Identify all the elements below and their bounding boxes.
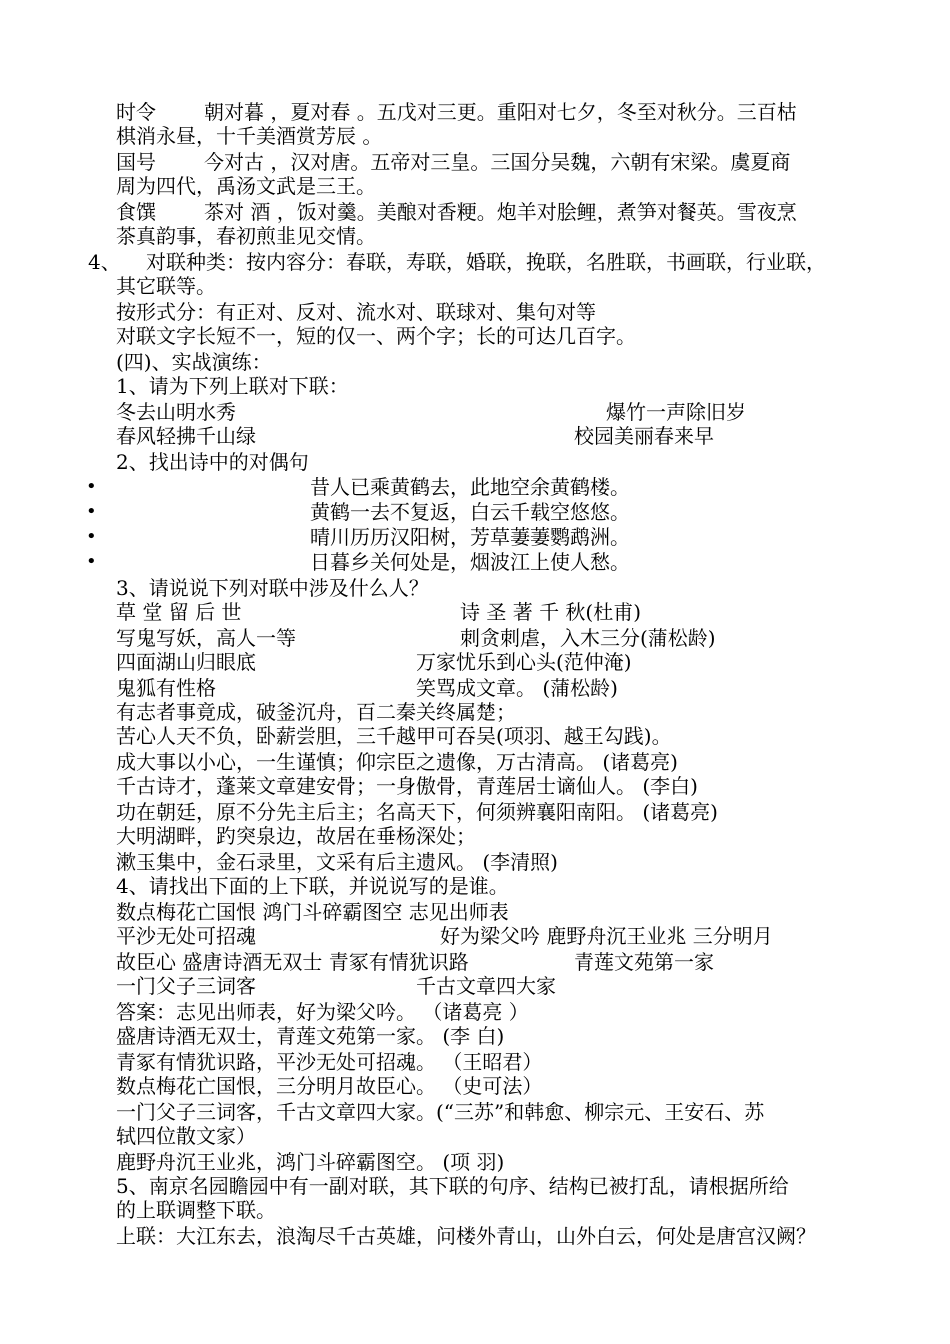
q4-row-1: 数点梅花亡国恨 鸿门斗碎霸图空 志见出师表 xyxy=(116,900,509,924)
q3-pair-4-right: 笑骂成文章。 (蒲松龄) xyxy=(416,676,618,700)
q4-row-4-right: 千古文章四大家 xyxy=(416,974,556,998)
q3-line-5: 功在朝廷，原不分先主后主；名高天下，何须辨襄阳南阳。 (诸葛亮) xyxy=(116,800,718,824)
q1-pair-2-right: 校园美丽春来早 xyxy=(574,424,714,448)
q4-answer-4: 数点梅花亡国恨，三分明月故臣心。 （史可法） xyxy=(116,1074,543,1098)
q4-answer-1: 答案：志见出师表，好为梁父吟。 （诸葛亮 ） xyxy=(116,1000,529,1024)
poem-line-1: 昔人已乘黄鹤去，此地空余黄鹤楼。 xyxy=(310,475,630,499)
q3-line-2: 苦心人天不负，卧薪尝胆，三千越甲可吞吴(项羽、越王勾践)。 xyxy=(116,724,672,748)
food-line-2: 茶真韵事，春初煎韭见交情。 xyxy=(116,224,376,248)
poem-line-4: 日暮乡关何处是，烟波江上使人愁。 xyxy=(310,550,630,574)
time-line-1: 朝对暮 ，夏对春 。五戊对三更。重阳对七夕，冬至对秋分。三百枯 xyxy=(204,100,797,124)
q3-pair-3-left: 四面湖山归眼底 xyxy=(116,650,256,674)
q1-pair-2-left: 春风轻拂千山绿 xyxy=(116,424,256,448)
practice-heading: (四)、实战演练： xyxy=(116,350,272,374)
q3-pair-1-right: 诗 圣 著 千 秋(杜甫) xyxy=(460,600,642,624)
q4-row-3-right: 青莲文苑第一家 xyxy=(574,950,714,974)
section-label-nation: 国号 xyxy=(116,150,156,174)
q3-pair-4-left: 鬼狐有性格 xyxy=(116,676,216,700)
q3-line-3: 成大事以小心，一生谨慎；仰宗臣之遗像，万古清高。 (诸葛亮) xyxy=(116,750,678,774)
bullet-3: • xyxy=(86,526,97,547)
time-line-2: 棋消永昼，十千美酒赏芳辰 。 xyxy=(116,124,383,148)
q2-title: 2、找出诗中的对偶句 xyxy=(116,450,309,474)
q3-line-7: 漱玉集中，金石录里，文采有后主遗风。 (李清照) xyxy=(116,850,558,874)
nation-line-1: 今对古 ，汉对唐。五帝对三皇。三国分吴魏，六朝有宋梁。虞夏商 xyxy=(204,150,791,174)
q5-line-1: 5、南京名园瞻园中有一副对联，其下联的句序、结构已被打乱，请根据所给 xyxy=(116,1174,789,1198)
bullet-4: • xyxy=(86,551,97,572)
bullet-2: • xyxy=(86,501,97,522)
types-line-2: 其它联等。 xyxy=(116,274,216,298)
q4-answer-5: 一门父子三词客，千古文章四大家。(“三苏”和韩愈、柳宗元、王安石、苏 xyxy=(116,1100,765,1124)
bullet-1: • xyxy=(86,476,97,497)
q3-line-4: 千古诗才，蓬莱文章建安骨；一身傲骨，青莲居士谪仙人。 (李白) xyxy=(116,774,698,798)
q4-row-4-left: 一门父子三词客 xyxy=(116,974,256,998)
section-label-time: 时令 xyxy=(116,100,156,124)
q3-line-1: 有志者事竟成，破釜沉舟，百二秦关终属楚； xyxy=(116,700,516,724)
q3-pair-3-right: 万家忧乐到心头(范仲淹) xyxy=(416,650,632,674)
q4-answer-7: 鹿野舟沉王业兆，鸿门斗碎霸图空。 (项 羽) xyxy=(116,1150,505,1174)
q3-pair-1-left: 草 堂 留 后 世 xyxy=(116,600,242,624)
types-line-1: 对联种类：按内容分：春联，寿联，婚联，挽联，名胜联，书画联，行业联， xyxy=(146,250,826,274)
poem-line-2: 黄鹤一去不复返，白云千载空悠悠。 xyxy=(310,500,630,524)
q4-row-2-right: 好为梁父吟 鹿野舟沉王业兆 三分明月 xyxy=(440,924,773,948)
poem-line-3: 晴川历历汉阳树，芳草萋萋鹦鹉洲。 xyxy=(310,525,630,549)
q4-answer-3: 青冢有情犹识路，平沙无处可招魂。 （王昭君） xyxy=(116,1050,543,1074)
q5-upper-couplet: 上联：大江东去，浪淘尽千古英雄，问楼外青山，山外白云，何处是唐宫汉阙？ xyxy=(116,1224,816,1248)
q5-line-2: 的上联调整下联。 xyxy=(116,1198,276,1222)
types-form-line: 按形式分：有正对、反对、流水对、联球对、集句对等 xyxy=(116,300,596,324)
types-number: 4、 xyxy=(88,250,121,274)
food-line-1: 茶对 酒 ，饭对羹。美酿对香粳。炮羊对脍鲤，煮笋对餐英。雪夜烹 xyxy=(204,200,797,224)
q1-title: 1、请为下列上联对下联： xyxy=(116,374,349,398)
q3-title: 3、请说说下列对联中涉及什么人？ xyxy=(116,576,429,600)
types-length-line: 对联文字长短不一，短的仅一、两个字；长的可达几百字。 xyxy=(116,324,636,348)
q1-pair-1-right: 爆竹一声除旧岁 xyxy=(606,400,746,424)
q4-row-2-left: 平沙无处可招魂 xyxy=(116,924,256,948)
q3-pair-2-right: 刺贪刺虐，入木三分(蒲松龄) xyxy=(460,626,716,650)
q4-answer-6: 轼四位散文家） xyxy=(116,1124,256,1148)
q3-line-6: 大明湖畔，趵突泉边，故居在垂杨深处； xyxy=(116,824,476,848)
q3-pair-2-left: 写鬼写妖，高人一等 xyxy=(116,626,296,650)
q4-answer-2: 盛唐诗酒无双士，青莲文苑第一家。 (李 白) xyxy=(116,1024,505,1048)
q4-row-3-left: 故臣心 盛唐诗酒无双士 青冢有情犹识路 xyxy=(116,950,469,974)
q4-title: 4、请找出下面的上下联，并说说写的是谁。 xyxy=(116,874,509,898)
nation-line-2: 周为四代，禹汤文武是三王。 xyxy=(116,174,376,198)
section-label-food: 食馔 xyxy=(116,200,156,224)
q1-pair-1-left: 冬去山明水秀 xyxy=(116,400,236,424)
